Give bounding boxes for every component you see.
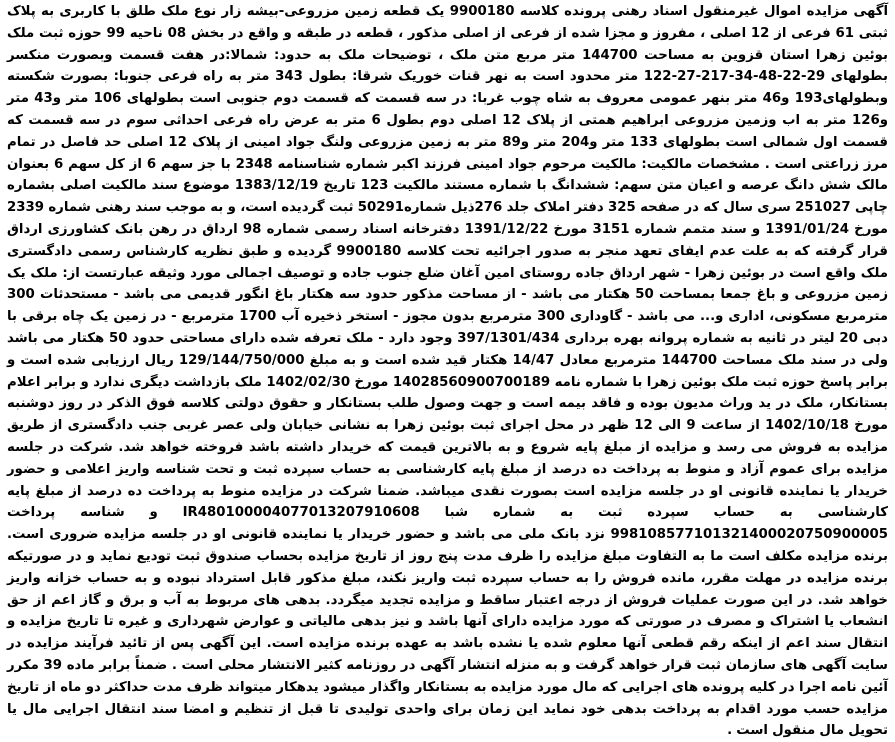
auction-notice bbox=[7, 0, 889, 739]
notice-body-text: آگهی مزایده اموال غیرمنقول اسناد رهنی پرونده کلاسه 9900180 یک قطعه زمین مزروعی-بیشه زار نوع ملک طلق با کاربری به پلاک ثبتی 61 فرعی از 12 اصلی ، مفروز و مجزا شده از فرعی از اصلی مذکور ، قطعه در طبقه و واقع در بخش 08 ناحیه 99 حوزه ثبت ملک بوئین زهرا استان قزوین به مساحت 144700 متر مربع متن ملک ، توضیحات ملک به حدود: شمالا:در هفت قسمت وبصورت منکسر بطولهای 29-22-48-34-217-27-122 متر محدود است به نهر قنات خوریک شرقا: بطول 343 متر به راه فرعی جنوبا: بصورت شکسته وبطولهای193 و46 متر بنهر عمومی معروف به شاه چوب غربا: در سه قسمت که قسمت دوم جنوبی است بطولهای 106 متر و43 متر و126 متر به اب وزمین مزروعی ابراهیم همتی از پلاک 12 اصلی دوم بطول 6 متر به عرض راه فرعی احداثی سوم در سه قسمت که قسمت اول شمالی است بطولهای 133 متر و204 متر و89 متر به زمین مزروعی ولنگ جواد امینی از پلاک 12 اصلی حد فاصل در تمام مرز زراعتی است . مشخصات مالکیت: مالکیت مرحوم جواد امینی فرزند اکبر شماره شناسنامه 2348 با جز سهم 6 از کل سهم 6 بعنوان مالک شش دانگ عرصه و اعیان متن سهم: ششدانگ با شماره مستند مالکیت 123 تاریخ 1383/12/19 موضوع سند مالکیت اصلی بشماره چاپی 251027 سری سال که در صفحه 325 دفتر املاک جلد 276ذیل شماره50291 ثبت گردیده است، و به موجب سند رهنی شماره 2339 مورخ 1391/01/24 و سند متمم شماره 3151 مورخ 1391/12/22 دفترخانه اسناد رسمی شماره 98 ارداق در رهن بانک کشاورزی ارداق قرار گرفته که به علت عدم ایفای تعهد منجر به صدور اجرائیه تحت کلاسه 9900180 گردیده و طبق نظریه کارشناس رسمی دادگستری ملک واقع است در بوئین زهرا - شهر ارداق جاده روستای امین آغان ضلع جنوب جاده و توصیف اجمالی مورد وثیقه عبارتست از: ملک یک زمین مزروعی و باغ جمعا بمساحت 50 هکتار می باشد - از مساحت مذکور حدود سه هکتار باغ انگور قدیمی می باشد - مستحدثات 300 مترمربع مسکونی، اداری و... می باشد - گاوداری 300 مترمربع بدون مجوز - استخر ذخیره آب 1700 مترمربع - در زمین یک چاه برقی با دبی 20 لیتر در ثانیه به شماره پروانه بهره برداری 397/1301/434 وجود دارد - ملک تعرفه شده دارای مساحتی حدود 50 هکتار می باشد ولی در سند ملک مساحت 144700 مترمربع معادل 14/47 هکتار قید شده است و به مبلغ 129/144/750/000 ریال ارزیابی شده است و برابر پاسخ حوزه ثبت ملک بوئین زهرا با شماره نامه 14028560900700189 مورخ 1402/02/30 ملک بازداشت دیگری ندارد و برابر اعلام بستانکار، ملک در ید وراث مدیون بوده و فاقد بیمه است و جهت وصول طلب بستانکار و حقوق دولتی کلاسه فوق الذکر در روز دوشنبه مورخ 1402/10/18 از ساعت 9 الی 12 ظهر در محل اجرای ثبت بوئین زهرا به نشانی خیابان ولی عصر غربی جنب دادگستری از طریق مزایده به فروش می رسد و مزایده از مبلغ پایه شروع و به بالاترین قیمت که خریدار داشته باشد فروخته خواهد شد. شرکت در جلسه مزایده برای عموم آزاد و منوط به پرداخت ده درصد از مبلغ پایه کارشناسی به حساب سپرده ثبت و تحت شناسه واریز اعلامی و حضور خریدار یا نماینده قانونی او در جلسه مزایده است بصورت نقدی میباشد. ضمنا شرکت در مزایده منوط به پرداخت ده درصد از مبلغ پایه کارشناسی به حساب سپرده ثبت به شماره شبا IR480100004077013207910608 و شناسه پرداخت 998108577101321400020750900005 نزد بانک ملی می باشد و حضور خریدار یا نماینده قانونی او در جلسه مزایده ضروری است. برنده مزایده مکلف است ما به التفاوت مبلغ مزایده را ظرف مدت پنج روز از تاریخ مزایده بحساب صندوق ثبت تودیع نماید و در صورتیکه برنده مزایده در مهلت مقرر، مانده فروش را به حساب سپرده ثبت واریز نکند، مبلغ مذکور قابل استرداد نبوده و به حساب خزانه واریز خواهد شد. در این صورت عملیات فروش از درجه اعتبار ساقط و مزایده تجدید میگردد. بدهی های مربوط به آب و برق و گاز اعم از حق انشعاب یا اشتراک و مصرف در صورتی که مورد مزایده دارای آنها باشد و نیز بدهی مالیاتی و عوارض شهرداری و غیره تا تاریخ مزایده و انتقال سند اعم از اینکه رقم قطعی آنها معلوم شده یا نشده باشد به عهده برنده مزایده است. این آگهی پس از تائید فرآیند مزایده در سایت آگهی های سازمان ثبت قرار خواهد گرفت و به منزله انتشار آگهی در روزنامه کثیر الانتشار محلی است . ضمناً برابر ماده 39 مکرر آئین نامه اجرا در کلیه پرونده های اجرایی که مال مورد مزایده به بستانکار واگذار میشود یدهکار میتواند ظرف مدت حداکثر دو ماه از تاریخ مزایده حسب مورد اقدام به پرداخت بدهی خود نماید این زمان برای واحدی تولیدی تا قبل از تنظیم و امضا سند انتقال اجرایی مال یا تحویل مال منقول است . bbox=[7, 4, 889, 739]
